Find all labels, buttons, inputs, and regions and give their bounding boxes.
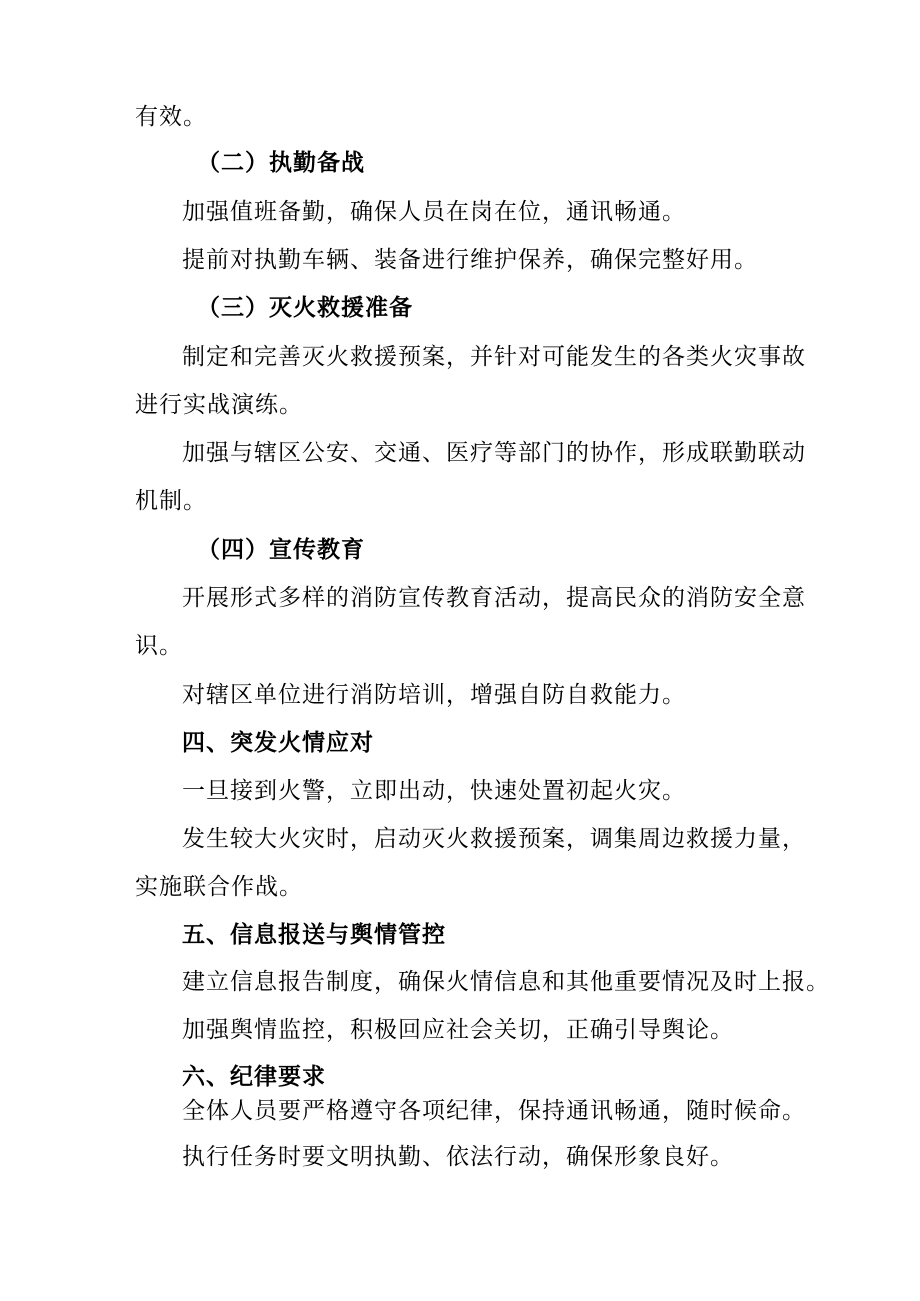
paragraph: 加强值班备勤，确保人员在岗在位，通讯畅通。: [182, 199, 686, 225]
section-heading-info-reporting: 五、信息报送与舆情管控: [182, 922, 446, 948]
paragraph: 发生较大火灾时，启动灭火救援预案，调集周边救援力量，: [182, 826, 806, 852]
paragraph-continuation: 进行实战演练。: [135, 392, 303, 418]
subsection-heading-duty: （二）执勤备战: [197, 150, 365, 176]
paragraph: 开展形式多样的消防宣传教育活动，提高民众的消防安全意: [182, 585, 806, 611]
paragraph: 执行任务时要文明执勤、依法行动，确保形象良好。: [182, 1144, 734, 1170]
paragraph-continuation: 有效。: [135, 104, 207, 130]
paragraph: 制定和完善灭火救援预案，并针对可能发生的各类火灾事故: [182, 344, 806, 370]
paragraph: 建立信息报告制度，确保火情信息和其他重要情况及时上报。: [182, 969, 830, 995]
paragraph: 提前对执勤车辆、装备进行维护保养，确保完整好用。: [182, 247, 758, 273]
paragraph-continuation: 识。: [135, 633, 183, 659]
subsection-heading-rescue: （三）灭火救援准备: [197, 295, 413, 321]
section-heading-discipline: 六、纪律要求: [182, 1064, 326, 1090]
paragraph: 全体人员要严格遵守各项纪律，保持通讯畅通，随时候命。: [182, 1098, 806, 1124]
paragraph-continuation: 实施联合作战。: [135, 874, 303, 900]
paragraph: 加强与辖区公安、交通、医疗等部门的协作，形成联勤联动: [182, 440, 806, 466]
subsection-heading-education: （四）宣传教育: [197, 537, 365, 563]
paragraph: 加强舆情监控，积极回应社会关切，正确引导舆论。: [182, 1017, 734, 1043]
paragraph-continuation: 机制。: [135, 488, 207, 514]
section-heading-fire-response: 四、突发火情应对: [182, 730, 374, 756]
paragraph: 一旦接到火警，立即出动，快速处置初起火灾。: [182, 778, 686, 804]
paragraph: 对辖区单位进行消防培训，增强自防自救能力。: [182, 682, 686, 708]
